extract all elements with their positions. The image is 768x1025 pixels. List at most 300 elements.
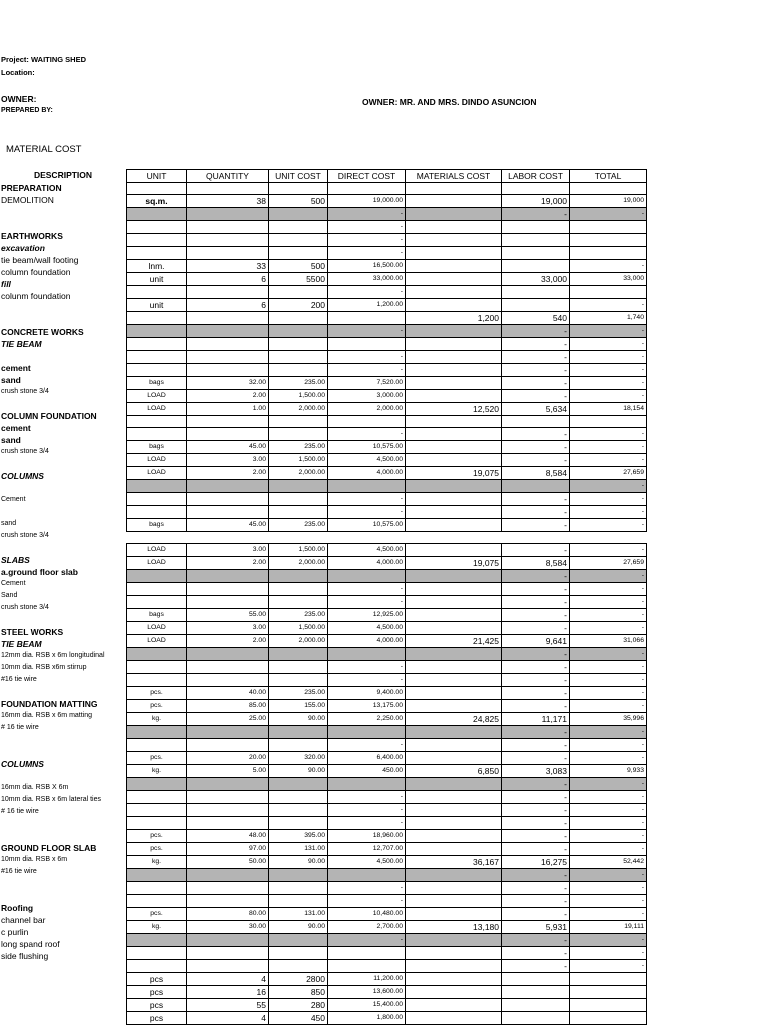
- table-row: [127, 441, 647, 454]
- unit-cell: [127, 183, 187, 195]
- unit-cell: [127, 221, 187, 234]
- row-description: Cement: [1, 496, 26, 503]
- materials-cost-cell: [406, 817, 502, 830]
- materials-cost-cell: [406, 843, 502, 856]
- total-cell: -: [570, 739, 647, 752]
- unit-cost-cell: [269, 338, 328, 351]
- quantity-cell: 30.00: [187, 921, 269, 934]
- table-row: [127, 804, 647, 817]
- table-row: [127, 532, 647, 544]
- direct-cost-cell: 1,800.00: [328, 1012, 406, 1025]
- quantity-cell: 45.00: [187, 441, 269, 454]
- table-row: [127, 674, 647, 687]
- table-row: [127, 778, 647, 791]
- direct-cost-cell: -: [328, 804, 406, 817]
- labor-cost-cell: -: [502, 687, 570, 700]
- direct-cost-cell: 6,400.00: [328, 752, 406, 765]
- table-row: [127, 661, 647, 674]
- quantity-cell: [187, 351, 269, 364]
- total-cell: 31,066: [570, 635, 647, 648]
- unit-cost-cell: 2,000.00: [269, 467, 328, 480]
- direct-cost-cell: -: [328, 234, 406, 247]
- table-row: [127, 221, 647, 234]
- direct-cost-cell: [328, 312, 406, 325]
- total-cell: [570, 999, 647, 1012]
- quantity-cell: 45.00: [187, 519, 269, 532]
- row-description: 10mm dia. RSB x 6m: [1, 856, 68, 863]
- table-row: [127, 908, 647, 921]
- total-header: TOTAL: [570, 170, 647, 183]
- labor-cost-cell: -: [502, 908, 570, 921]
- table-row: [127, 351, 647, 364]
- labor-cost-cell: -: [502, 493, 570, 506]
- unit-cost-cell: 235.00: [269, 377, 328, 390]
- unit-cost-cell: [269, 532, 328, 544]
- materials-cost-cell: [406, 299, 502, 312]
- quantity-cell: 6: [187, 273, 269, 286]
- labor-cost-cell: 33,000: [502, 273, 570, 286]
- labor-cost-cell: -: [502, 804, 570, 817]
- unit-cost-cell: [269, 364, 328, 377]
- labor-cost-cell: -: [502, 661, 570, 674]
- quantity-cell: 33: [187, 260, 269, 273]
- unit-cell: pcs.: [127, 752, 187, 765]
- materials-cost-cell: [406, 364, 502, 377]
- quantity-cell: [187, 570, 269, 583]
- direct-cost-cell: [328, 338, 406, 351]
- table-row: [127, 752, 647, 765]
- unit-cell: bags: [127, 519, 187, 532]
- unit-cell: [127, 791, 187, 804]
- table-row: [127, 999, 647, 1012]
- materials-cost-cell: [406, 739, 502, 752]
- labor-cost-cell: -: [502, 609, 570, 622]
- unit-cost-cell: [269, 960, 328, 973]
- total-cell: -: [570, 299, 647, 312]
- unit-cost-cell: [269, 869, 328, 882]
- materials-cost-cell: [406, 234, 502, 247]
- total-cell: -: [570, 390, 647, 403]
- direct-cost-cell: [328, 778, 406, 791]
- labor-cost-cell: -: [502, 726, 570, 739]
- table-row: [127, 493, 647, 506]
- table-row: [127, 986, 647, 999]
- quantity-cell: 16: [187, 986, 269, 999]
- direct-cost-cell: [328, 532, 406, 544]
- direct-cost-cell: 4,000.00: [328, 467, 406, 480]
- unit-cost-cell: [269, 247, 328, 260]
- direct-cost-cell: 33,000.00: [328, 273, 406, 286]
- unit-cost-cell: [269, 596, 328, 609]
- direct-cost-cell: [328, 869, 406, 882]
- materials-cost-cell: [406, 506, 502, 519]
- materials-cost-cell: [406, 583, 502, 596]
- labor-cost-cell: [502, 532, 570, 544]
- unit-cost-cell: 450: [269, 1012, 328, 1025]
- unit-cell: pcs.: [127, 700, 187, 713]
- direct-cost-cell: -: [328, 221, 406, 234]
- direct-cost-cell: 7,520.00: [328, 377, 406, 390]
- direct-cost-cell: -: [328, 882, 406, 895]
- unit-cost-cell: [269, 583, 328, 596]
- quantity-cell: [187, 325, 269, 338]
- total-cell: -: [570, 260, 647, 273]
- unit-cost-cell: [269, 674, 328, 687]
- unit-cost-cell: [269, 208, 328, 221]
- row-description: #16 tie wire: [1, 868, 37, 875]
- total-cell: [570, 973, 647, 986]
- total-cell: -: [570, 441, 647, 454]
- unit-cost-cell: [269, 648, 328, 661]
- unit-cost-header: UNIT COST: [269, 170, 328, 183]
- materials-cost-cell: [406, 973, 502, 986]
- direct-cost-cell: 18,960.00: [328, 830, 406, 843]
- direct-cost-cell: 4,500.00: [328, 856, 406, 869]
- unit-cost-cell: [269, 506, 328, 519]
- table-row: [127, 403, 647, 416]
- quantity-cell: 20.00: [187, 752, 269, 765]
- unit-cell: [127, 428, 187, 441]
- row-description: Sand: [1, 592, 18, 599]
- total-cell: -: [570, 428, 647, 441]
- materials-cost-cell: [406, 183, 502, 195]
- quantity-cell: 2.00: [187, 635, 269, 648]
- row-description: TIE BEAM: [1, 339, 42, 349]
- labor-cost-cell: 540: [502, 312, 570, 325]
- direct-cost-cell: 450.00: [328, 765, 406, 778]
- materials-cost-cell: [406, 960, 502, 973]
- labor-cost-cell: -: [502, 947, 570, 960]
- materials-cost-cell: 24,825: [406, 713, 502, 726]
- unit-cell: LOAD: [127, 544, 187, 557]
- labor-cost-cell: 19,000: [502, 195, 570, 208]
- direct-cost-cell: 2,000.00: [328, 403, 406, 416]
- direct-cost-cell: [328, 480, 406, 493]
- direct-cost-cell: -: [328, 817, 406, 830]
- row-description: fill: [1, 279, 11, 289]
- materials-cost-cell: 19,075: [406, 467, 502, 480]
- materials-cost-cell: [406, 208, 502, 221]
- quantity-header: QUANTITY: [187, 170, 269, 183]
- unit-cell: bags: [127, 441, 187, 454]
- labor-cost-cell: -: [502, 351, 570, 364]
- quantity-cell: [187, 416, 269, 428]
- direct-cost-cell: [328, 726, 406, 739]
- labor-cost-cell: -: [502, 506, 570, 519]
- unit-cell: [127, 506, 187, 519]
- unit-cost-cell: [269, 817, 328, 830]
- unit-cost-cell: 200: [269, 299, 328, 312]
- table-row: [127, 273, 647, 286]
- labor-cost-cell: [502, 234, 570, 247]
- unit-cost-cell: 1,500.00: [269, 454, 328, 467]
- total-cell: [570, 221, 647, 234]
- unit-cell: unit: [127, 299, 187, 312]
- unit-cell: [127, 882, 187, 895]
- table-row: [127, 247, 647, 260]
- unit-cost-cell: 1,500.00: [269, 622, 328, 635]
- table-row: [127, 856, 647, 869]
- total-cell: [570, 986, 647, 999]
- direct-cost-cell: [328, 960, 406, 973]
- total-cell: -: [570, 338, 647, 351]
- row-description: crush stone 3/4: [1, 388, 49, 395]
- labor-cost-cell: -: [502, 364, 570, 377]
- materials-cost-cell: [406, 544, 502, 557]
- table-row: [127, 830, 647, 843]
- unit-cell: [127, 208, 187, 221]
- materials-cost-cell: [406, 934, 502, 947]
- unit-cell: [127, 325, 187, 338]
- table-row: [127, 713, 647, 726]
- direct-cost-cell: 10,575.00: [328, 519, 406, 532]
- quantity-cell: [187, 778, 269, 791]
- cost-table: [126, 169, 647, 1025]
- unit-cost-cell: [269, 739, 328, 752]
- direct-cost-cell: -: [328, 325, 406, 338]
- unit-cost-cell: 2,000.00: [269, 557, 328, 570]
- unit-cell: kg.: [127, 921, 187, 934]
- unit-cell: kg.: [127, 765, 187, 778]
- labor-cost-cell: -: [502, 454, 570, 467]
- direct-cost-cell: -: [328, 286, 406, 299]
- row-description: sand: [1, 435, 21, 445]
- unit-cell: [127, 726, 187, 739]
- quantity-cell: 85.00: [187, 700, 269, 713]
- unit-cost-cell: [269, 183, 328, 195]
- unit-cost-cell: [269, 325, 328, 338]
- direct-cost-cell: 10,575.00: [328, 441, 406, 454]
- table-row: [127, 739, 647, 752]
- total-cell: -: [570, 843, 647, 856]
- unit-cost-cell: [269, 804, 328, 817]
- quantity-cell: [187, 817, 269, 830]
- unit-cost-cell: 90.00: [269, 765, 328, 778]
- materials-cost-cell: [406, 377, 502, 390]
- direct-cost-cell: 9,400.00: [328, 687, 406, 700]
- quantity-cell: 2.00: [187, 467, 269, 480]
- total-cell: -: [570, 377, 647, 390]
- unit-cell: bags: [127, 609, 187, 622]
- labor-cost-cell: -: [502, 895, 570, 908]
- direct-cost-cell: 12,925.00: [328, 609, 406, 622]
- unit-cost-cell: [269, 312, 328, 325]
- total-cell: 1,740: [570, 312, 647, 325]
- quantity-cell: 6: [187, 299, 269, 312]
- quantity-cell: 50.00: [187, 856, 269, 869]
- table-row: [127, 557, 647, 570]
- table-row: [127, 947, 647, 960]
- table-row: [127, 299, 647, 312]
- direct-cost-cell: 4,000.00: [328, 635, 406, 648]
- row-description: COLUMNS: [1, 471, 44, 481]
- materials-cost-cell: [406, 596, 502, 609]
- materials-cost-cell: [406, 221, 502, 234]
- row-description: TIE BEAM: [1, 639, 42, 649]
- labor-cost-cell: 5,931: [502, 921, 570, 934]
- direct-cost-cell: -: [328, 583, 406, 596]
- total-cell: -: [570, 596, 647, 609]
- total-cell: -: [570, 908, 647, 921]
- materials-cost-cell: [406, 493, 502, 506]
- table-row: [127, 648, 647, 661]
- labor-cost-cell: [502, 416, 570, 428]
- materials-cost-cell: [406, 441, 502, 454]
- total-cell: 18,154: [570, 403, 647, 416]
- total-cell: [570, 183, 647, 195]
- direct-cost-cell: 16,500.00: [328, 260, 406, 273]
- quantity-cell: [187, 596, 269, 609]
- unit-cost-cell: 500: [269, 260, 328, 273]
- total-cell: -: [570, 947, 647, 960]
- quantity-cell: 32.00: [187, 377, 269, 390]
- materials-cost-cell: [406, 338, 502, 351]
- total-cell: -: [570, 648, 647, 661]
- quantity-cell: [187, 338, 269, 351]
- labor-cost-cell: -: [502, 830, 570, 843]
- total-cell: -: [570, 830, 647, 843]
- labor-cost-cell: -: [502, 622, 570, 635]
- quantity-cell: [187, 960, 269, 973]
- row-description: long spand roof: [1, 939, 60, 949]
- materials-cost-cell: [406, 622, 502, 635]
- quantity-cell: [187, 221, 269, 234]
- quantity-cell: [187, 364, 269, 377]
- total-cell: [570, 532, 647, 544]
- table-row: [127, 519, 647, 532]
- row-description: # 16 tie wire: [1, 724, 39, 731]
- total-cell: 52,442: [570, 856, 647, 869]
- table-row: [127, 325, 647, 338]
- quantity-cell: 3.00: [187, 454, 269, 467]
- labor-cost-cell: [502, 999, 570, 1012]
- labor-cost-header: LABOR COST: [502, 170, 570, 183]
- total-cell: [570, 1012, 647, 1025]
- project-label: Project: WAITING SHED: [1, 55, 87, 64]
- unit-cell: LOAD: [127, 403, 187, 416]
- row-description: COLUMN FOUNDATION: [1, 411, 97, 421]
- unit-cell: [127, 312, 187, 325]
- row-description: channel bar: [1, 915, 46, 925]
- direct-cost-cell: 19,000.00: [328, 195, 406, 208]
- unit-cell: kg.: [127, 713, 187, 726]
- quantity-cell: [187, 247, 269, 260]
- direct-cost-cell: -: [328, 364, 406, 377]
- unit-cell: pcs: [127, 999, 187, 1012]
- unit-cell: LOAD: [127, 454, 187, 467]
- row-description: COLUMNS: [1, 759, 44, 769]
- unit-cell: [127, 869, 187, 882]
- direct-cost-cell: 2,700.00: [328, 921, 406, 934]
- table-row: [127, 260, 647, 273]
- row-description: a.ground floor slab: [1, 567, 78, 577]
- unit-cell: [127, 960, 187, 973]
- quantity-cell: 2.00: [187, 390, 269, 403]
- labor-cost-cell: 16,275: [502, 856, 570, 869]
- unit-cost-cell: [269, 934, 328, 947]
- direct-cost-cell: -: [328, 596, 406, 609]
- description-header: DESCRIPTION: [33, 170, 93, 180]
- labor-cost-cell: -: [502, 544, 570, 557]
- total-cell: -: [570, 609, 647, 622]
- direct-cost-cell: 2,250.00: [328, 713, 406, 726]
- row-description: crush stone 3/4: [1, 604, 49, 611]
- total-cell: [570, 286, 647, 299]
- direct-cost-cell: 4,000.00: [328, 557, 406, 570]
- table-row: [127, 312, 647, 325]
- total-cell: 19,111: [570, 921, 647, 934]
- unit-cell: [127, 934, 187, 947]
- unit-cost-cell: 395.00: [269, 830, 328, 843]
- quantity-cell: 4: [187, 1012, 269, 1025]
- unit-cost-cell: [269, 882, 328, 895]
- materials-cost-cell: [406, 869, 502, 882]
- table-row: [127, 596, 647, 609]
- unit-cell: LOAD: [127, 622, 187, 635]
- total-cell: -: [570, 544, 647, 557]
- unit-cost-cell: [269, 791, 328, 804]
- direct-cost-cell: -: [328, 428, 406, 441]
- materials-cost-cell: [406, 609, 502, 622]
- materials-cost-cell: [406, 351, 502, 364]
- total-cell: [570, 247, 647, 260]
- labor-cost-cell: -: [502, 583, 570, 596]
- labor-cost-cell: [502, 973, 570, 986]
- unit-cost-cell: [269, 778, 328, 791]
- total-cell: -: [570, 869, 647, 882]
- labor-cost-cell: [502, 260, 570, 273]
- row-description: sand: [1, 375, 21, 385]
- unit-cost-cell: 2,000.00: [269, 635, 328, 648]
- materials-cost-cell: 6,850: [406, 765, 502, 778]
- total-cell: 9,933: [570, 765, 647, 778]
- table-row: [127, 506, 647, 519]
- materials-cost-cell: [406, 570, 502, 583]
- direct-cost-cell: -: [328, 351, 406, 364]
- materials-cost-cell: [406, 390, 502, 403]
- unit-cell: [127, 739, 187, 752]
- materials-cost-header: MATERIALS COST: [406, 170, 502, 183]
- total-cell: -: [570, 674, 647, 687]
- quantity-cell: 2.00: [187, 557, 269, 570]
- materials-cost-cell: [406, 532, 502, 544]
- total-cell: -: [570, 934, 647, 947]
- direct-cost-cell: -: [328, 247, 406, 260]
- unit-cost-cell: 235.00: [269, 687, 328, 700]
- unit-cell: sq.m.: [127, 195, 187, 208]
- row-description: Roofing: [1, 903, 34, 913]
- table-row: [127, 377, 647, 390]
- materials-cost-cell: [406, 726, 502, 739]
- labor-cost-cell: [502, 299, 570, 312]
- total-cell: -: [570, 570, 647, 583]
- row-description: excavation: [1, 243, 45, 253]
- quantity-cell: 97.00: [187, 843, 269, 856]
- unit-cell: [127, 234, 187, 247]
- table-row: [127, 416, 647, 428]
- labor-cost-cell: 11,171: [502, 713, 570, 726]
- total-cell: -: [570, 351, 647, 364]
- materials-cost-cell: [406, 804, 502, 817]
- unit-cell: [127, 674, 187, 687]
- direct-cost-cell: [328, 947, 406, 960]
- materials-cost-cell: 36,167: [406, 856, 502, 869]
- total-cell: -: [570, 752, 647, 765]
- unit-cost-cell: 155.00: [269, 700, 328, 713]
- unit-cell: unit: [127, 273, 187, 286]
- unit-cost-cell: [269, 570, 328, 583]
- labor-cost-cell: 8,584: [502, 467, 570, 480]
